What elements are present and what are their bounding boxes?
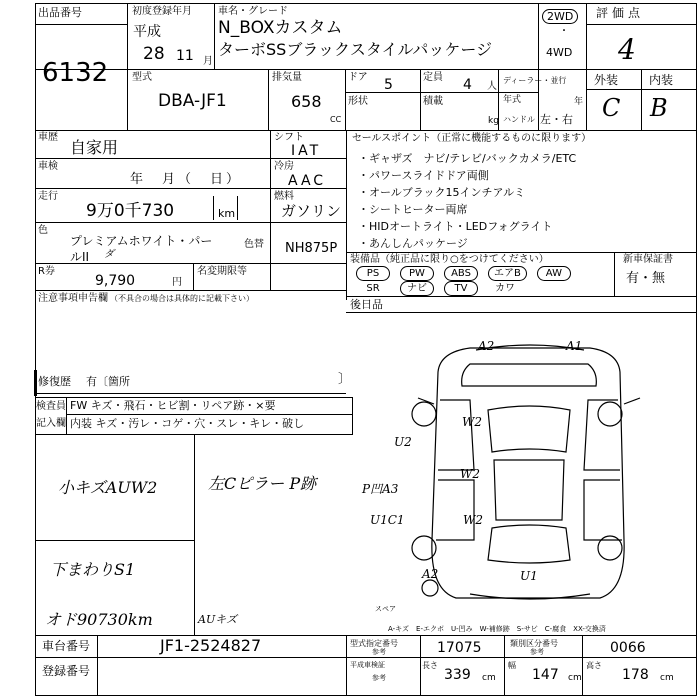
list-item: ・HIDオートライト・LEDフォグライト [358, 220, 553, 233]
displacement-value: 658 [291, 92, 322, 111]
category-ref: 参考 [530, 648, 544, 656]
repair-label: 修復歴 [38, 375, 71, 388]
model-value: DBA-JF1 [158, 91, 227, 111]
fuel-value: ガソリン [281, 202, 342, 220]
list-item: ・ギャザズ ナビ/テレビ/バックカメラ/ETC [358, 152, 577, 165]
handwritten-note4: オド90730km [45, 610, 153, 629]
width-unit: cm [568, 673, 582, 683]
repair-value: 有〔箇所 [86, 375, 130, 388]
equip-sr: SR [366, 283, 380, 294]
width-value: 147 [532, 667, 559, 683]
length-label: 長さ [422, 661, 438, 670]
car-name: N_BOXカスタム [218, 18, 343, 38]
exterior-label: 外装 [594, 73, 619, 87]
diagram-mark: U1C1 [370, 513, 405, 527]
inspector-label2: 記入欄 [36, 418, 66, 429]
doors-label: ドア [348, 72, 368, 83]
displacement-unit: CC [330, 115, 342, 124]
handwritten-note1: 小キズAUW2 [58, 478, 158, 497]
interior-value: B [650, 94, 668, 122]
history-label: 車歴 [38, 132, 58, 143]
diagram-mark: W2 [463, 513, 483, 527]
month: 11 [176, 48, 194, 64]
capacity-unit: 人 [487, 81, 497, 92]
notes-sub: （不具合の場合は具体的に記載下さい） [110, 294, 254, 303]
category-label: 類別区分番号 [510, 639, 558, 648]
equipment-label: 装備品（純正品に限り○をつけてください） [350, 254, 549, 265]
inspection-value: 年 月（ 日） [130, 172, 243, 187]
history-value: 自家用 [70, 138, 119, 157]
mileage-unit: km [218, 207, 236, 220]
recycle-label: R券 [38, 266, 55, 277]
height-label: 高さ [586, 661, 602, 670]
selling-points-title: セールスポイント（正常に機能するものに限ります） [352, 133, 592, 144]
category-value: 0066 [610, 640, 646, 656]
mileage-label: 走行 [38, 191, 58, 202]
ac-value: AAC [288, 173, 327, 189]
repair-bracket: 〕 [338, 372, 352, 387]
inspection-label: 車検 [38, 161, 58, 172]
lot-label: 出品番号 [38, 6, 82, 19]
equip-pw: PW [400, 266, 434, 281]
warranty-label: 新車保証書 [623, 254, 673, 265]
capacity-value: 4 [463, 77, 472, 93]
shift-label: シフト [274, 132, 304, 143]
equip-airbag: エアB [488, 266, 527, 281]
dims-ref: 参考 [372, 674, 386, 682]
shift-value: IAT [291, 143, 322, 159]
model-year-label: 年式 [503, 95, 522, 105]
name-grade-label: 車名・グレード [218, 6, 288, 17]
diagram-mark: P凹A3 [362, 482, 399, 496]
mileage-value: 9万0千730 [86, 201, 175, 221]
diagram-mark: U2 [394, 435, 412, 449]
seller-label: 後日品 [350, 298, 383, 311]
model-year-unit: 年 [574, 97, 584, 107]
capacity-label: 定員 [423, 72, 443, 83]
diagram-mark: A1 [566, 339, 583, 353]
fuel-label: 燃料 [274, 191, 294, 202]
color-line2: ルII [70, 250, 90, 264]
handle-label: ハンドル [503, 115, 535, 124]
color-change-label: 色替 [244, 239, 264, 250]
designation-label: 型式指定番号 [350, 639, 398, 648]
equip-tv: TV [444, 281, 478, 296]
warranty-value: 有・無 [626, 271, 666, 286]
month-unit: 月 [203, 56, 213, 67]
inspector-row1: FW キズ・飛石・ヒビ割・リペア跡・×要 [70, 399, 276, 412]
recycle-unit: 円 [172, 277, 182, 288]
doors-value: 5 [384, 77, 393, 93]
height-unit: cm [660, 673, 674, 683]
equip-abs: ABS [444, 266, 478, 281]
diagram-mark: A2 [478, 339, 495, 353]
diagram-mark: A2 [422, 567, 439, 581]
diagram-mark: U1 [520, 569, 538, 583]
length-unit: cm [482, 673, 496, 683]
drive-4wd: 4WD [546, 46, 573, 59]
chassis-label: 車台番号 [42, 639, 91, 653]
reg-label: 登録番号 [42, 664, 91, 678]
equip-aw: AW [537, 266, 571, 281]
chassis-value: JF1-2524827 [160, 636, 262, 655]
score-value: 4 [618, 33, 636, 66]
year: 28 [143, 44, 165, 64]
recycle-value: 9,790 [95, 273, 136, 289]
color-note: ダ [104, 249, 114, 260]
rule [582, 657, 583, 696]
interior-label: 内装 [649, 73, 674, 87]
length-value: 339 [444, 667, 471, 683]
spare-label: スペア [375, 605, 396, 613]
diagram-mark: W2 [460, 467, 480, 481]
designation-ref: 参考 [372, 648, 386, 656]
handwritten-note5: AUキズ [198, 613, 237, 626]
shape-label: 形状 [348, 96, 368, 107]
list-item: ・あんしんパッケージ [358, 237, 468, 250]
load-label: 積載 [423, 96, 443, 107]
first-reg-label: 初度登録年月 [132, 6, 192, 17]
diagram-mark: W2 [462, 415, 482, 429]
equip-leather: カワ [495, 283, 515, 294]
dealer-label: ディーラー・並行 [503, 76, 567, 85]
load-unit: kg [488, 116, 499, 126]
grade: ターボSSブラックスタイルパッケージ [218, 40, 493, 59]
inspector-label1: 検査員 [36, 401, 66, 412]
list-item: ・シートヒーター両席 [358, 203, 468, 216]
handwritten-note2: 左Cピラー P跡 [208, 474, 317, 493]
color-label: 色 [38, 225, 48, 236]
color-line1: プレミアムホワイト・パー [70, 234, 213, 248]
seller-comment-label: 名変期限等 [197, 266, 247, 277]
equip-navi: ナビ [400, 281, 434, 296]
height-value: 178 [622, 667, 649, 683]
exterior-value: C [602, 94, 621, 122]
lot-number: 6132 [42, 58, 109, 88]
dims-label: 平成車検証 [350, 661, 385, 669]
drive-dot: ・ [559, 26, 569, 37]
handle-value: 左・右 [540, 113, 573, 126]
designation-value: 17075 [437, 640, 482, 656]
list-item: ・パワースライドドア両側 [358, 169, 489, 182]
handwritten-note3: 下まわりS1 [50, 560, 136, 579]
notes-label: 注意事項申告欄 [38, 293, 108, 304]
era: 平成 [133, 24, 161, 40]
equip-ps: PS [356, 266, 390, 281]
legend-text: A-キズ E-エクボ U-凹み W-補修跡 S-サビ C-腐食 XX-交換済 [388, 625, 606, 633]
width-label: 幅 [508, 661, 516, 670]
score-label: 評価点 [596, 6, 645, 20]
displacement-label: 排気量 [272, 72, 302, 83]
color-code: NH875P [285, 241, 338, 256]
model-label: 型式 [132, 72, 152, 83]
list-item: ・オールブラック15インチアルミ [358, 186, 526, 199]
ac-label: 冷房 [274, 161, 294, 172]
drive-2wd: 2WD [542, 9, 578, 24]
inspector-row2: 内装 キズ・汚レ・コゲ・穴・スレ・キレ・破し [70, 417, 305, 430]
